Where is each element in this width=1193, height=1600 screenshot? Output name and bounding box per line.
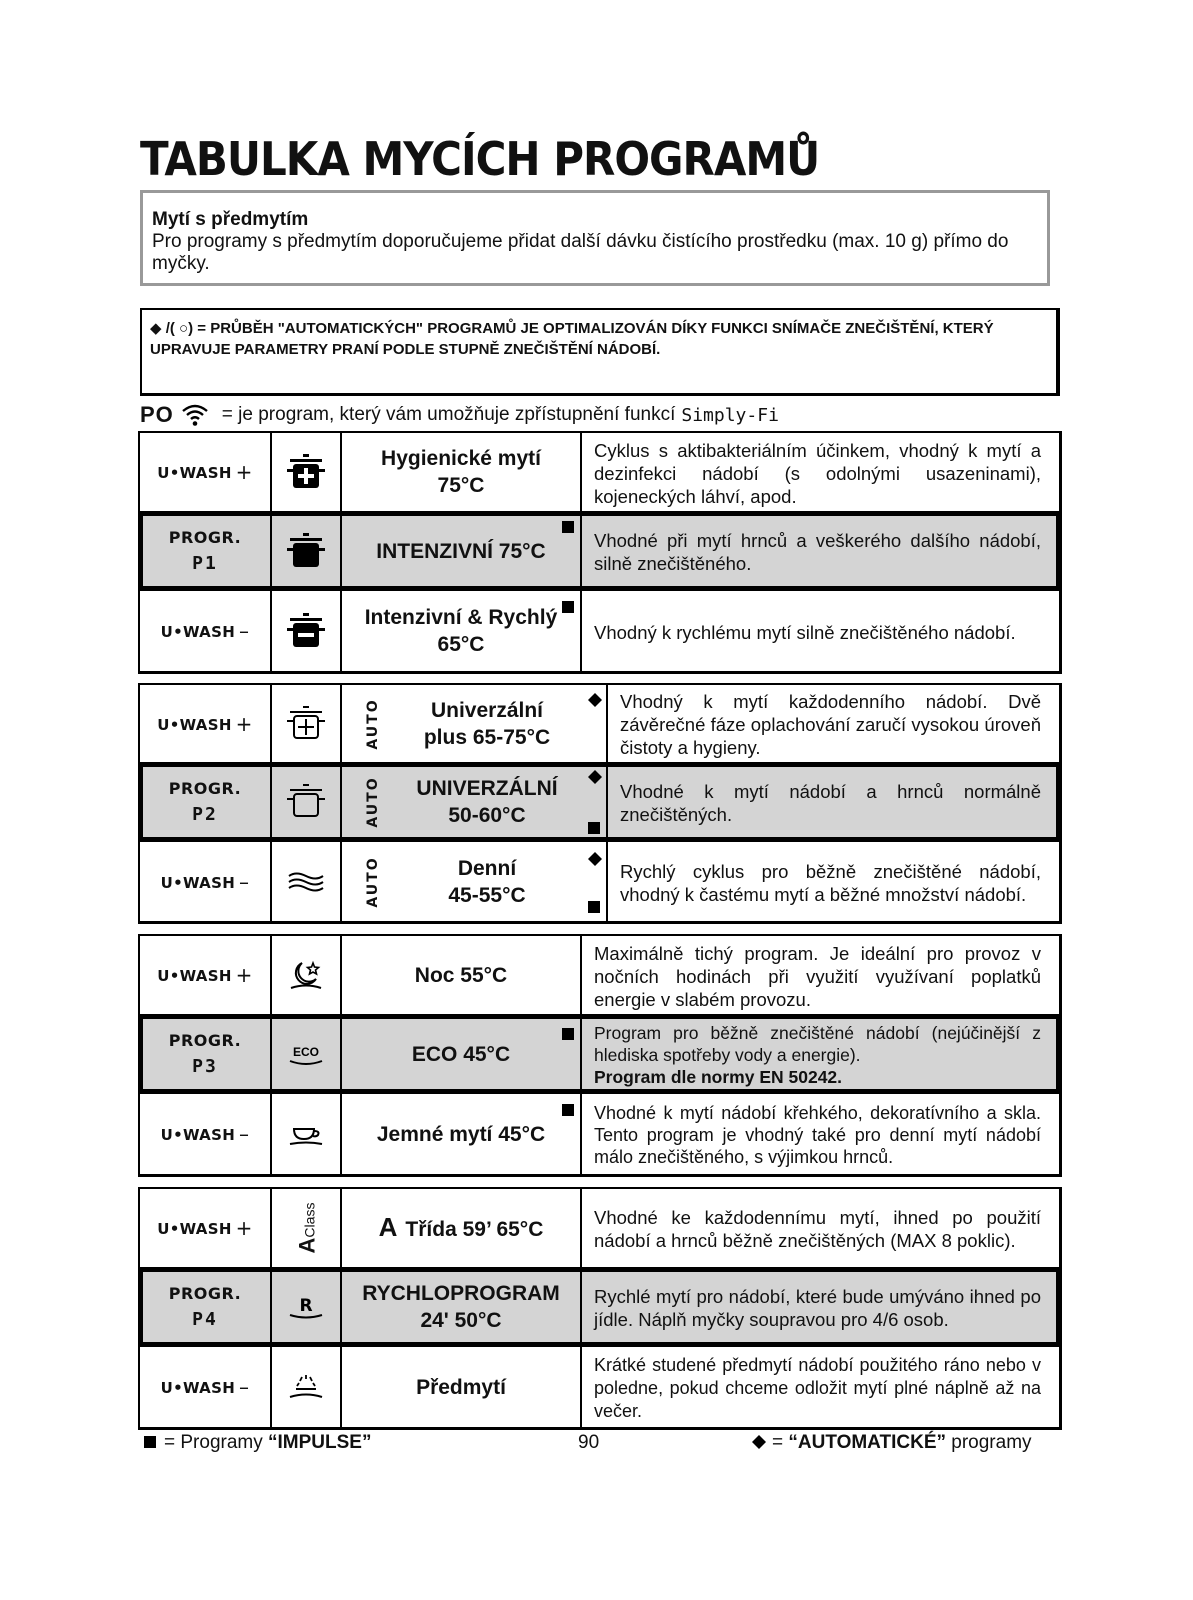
program-name-cell <box>342 1269 582 1345</box>
program-name-cell <box>342 513 582 589</box>
uwash-label: U•WASH + <box>157 711 253 736</box>
icon-cell <box>272 1189 342 1267</box>
progr-label: PROGR. P4 <box>169 1281 241 1333</box>
program-group-3 <box>138 934 1062 1177</box>
program-group-4 <box>138 1187 1062 1430</box>
program-number: P4 <box>192 1309 218 1330</box>
auto-note <box>140 308 1060 396</box>
program-name-cell <box>342 936 582 1014</box>
option-cell <box>140 842 272 921</box>
icon-cell <box>272 685 342 762</box>
program-description: Vhodný k mytí každodenního nádobí. Dvě závěrečné fáze oplachování zaručí vysokou úroveň čistoty a hygieny. <box>620 691 1041 758</box>
auto-diamond-icon <box>588 770 602 784</box>
pot-outline-icon <box>286 782 326 822</box>
program-description: Cyklus s aktibakteriálním účinkem, vhodný k mytí a dezinfekci nádobí (s odolnými usazeninami), kojeneckých láhví, apod. <box>594 439 1041 507</box>
program-number: P2 <box>192 804 218 825</box>
program-description: Vhodný k rychlému mytí silně znečištěného nádobí. <box>594 621 1016 643</box>
program-temp: plus 65-75°C <box>423 725 551 749</box>
program-temp: 50-60°C <box>448 804 526 827</box>
program-row <box>140 513 1059 591</box>
icon-cell <box>272 513 342 589</box>
program-description: Vhodné ke každodennímu mytí, ihned po použití nádobí a hrnců běžně znečištěných (MAX 8 poklic). <box>594 1207 1041 1251</box>
pot-outline-plus-icon <box>286 704 326 744</box>
option-cell <box>140 764 272 840</box>
icon-cell <box>272 433 342 511</box>
program-description: Vhodné k mytí nádobí křehkého, dekoratívního a skla. Tento program je vhodný také pro denní mytí nádobí málo znečištěného, s výjimkou hrnců. <box>594 1103 1041 1167</box>
program-group-2 <box>138 683 1062 924</box>
program-temp: 75°C <box>437 474 485 497</box>
program-description: Krátké studené předmytí nádobí použitého ráno nebo v poledne, pokud chceme odložit mytí plné náplně až na večer. <box>594 1354 1041 1421</box>
pot-icon <box>286 531 326 571</box>
rapid-icon <box>286 1287 326 1327</box>
uwash-label: U•WASH + <box>157 460 253 484</box>
program-number: P3 <box>192 1056 218 1077</box>
program-description: Rychlé mytí pro nádobí, které bude umýváno ihned po jídle. Náplň myčky soupravou pro 4/6 osob. <box>594 1286 1041 1330</box>
option-cell <box>140 1189 272 1267</box>
program-row <box>140 764 1059 842</box>
program-description: Rychlý cyklus pro běžně znečištěné nádobí, vhodný k častému mytí a běžné množství nádobí. <box>620 860 1041 905</box>
program-row <box>140 1189 1059 1269</box>
uwash-label: U•WASH – <box>160 1375 250 1399</box>
svg-text:R: R <box>299 1296 313 1316</box>
po-text: = je program, který vám umožňuje zpřístupnění funkcí <box>221 404 676 425</box>
icon-cell <box>272 1016 342 1092</box>
program-number: P1 <box>192 553 218 574</box>
program-temp: 45-55°C <box>448 883 526 907</box>
program-row <box>140 936 1059 1016</box>
auto-note-symbol: ◆ /( ○) <box>150 320 194 337</box>
program-name-cell <box>342 1347 582 1427</box>
prewash-icon <box>286 1367 326 1407</box>
a-class-icon: AClass <box>294 1202 320 1254</box>
pot-plus-icon <box>286 452 326 492</box>
program-name-cell <box>342 685 608 762</box>
waves-icon <box>286 862 326 902</box>
program-row <box>140 1094 1059 1174</box>
program-group-1 <box>138 431 1062 674</box>
icon-cell <box>272 842 342 921</box>
moon-star-icon <box>286 955 326 995</box>
uwash-label: U•WASH – <box>160 619 250 643</box>
program-norm: Program dle normy EN 50242. <box>594 1067 843 1087</box>
program-row <box>140 1269 1059 1347</box>
impulse-square-icon <box>562 1028 574 1040</box>
icon-cell <box>272 1269 342 1345</box>
program-description: Vhodné při mytí hrnců a veškerého dalšího nádobí, silně znečištěného. <box>594 530 1041 574</box>
program-name: Jemné mytí 45°C <box>376 1122 546 1146</box>
page-number: 90 <box>578 1432 600 1453</box>
icon-cell <box>272 764 342 840</box>
uwash-label: U•WASH – <box>160 869 250 894</box>
program-row <box>140 842 1059 921</box>
prewash-note <box>140 190 1050 286</box>
program-name: Denní <box>457 856 517 880</box>
auto-diamond-icon <box>752 1435 766 1449</box>
program-name: UNIVERZÁLNÍ <box>416 777 558 800</box>
program-row <box>140 591 1059 671</box>
program-row <box>140 433 1059 513</box>
progr-label: PROGR. P1 <box>169 525 241 577</box>
auto-label: AUTO <box>365 697 382 750</box>
program-name-cell <box>342 764 608 840</box>
prewash-note-heading: Mytí s předmytím <box>152 209 309 230</box>
impulse-square-icon <box>588 822 600 834</box>
program-name: Intenzivní & Rychlý <box>364 606 558 629</box>
svg-text:ECO: ECO <box>292 1045 320 1059</box>
program-temp: 65°C <box>437 633 485 656</box>
auto-note-text: = PRŮBĚH "AUTOMATICKÝCH" PROGRAMŮ JE OPTIMALIZOVÁN DÍKY FUNKCI SNÍMAČE ZNEČIŠTĚNÍ, KTERÝ UPRAVUJE PARAMETRY PRANÍ PODLE STUPNĚ ZNEČIŠTĚNÍ NÁDOBÍ. <box>150 320 994 358</box>
program-name-cell <box>342 591 582 671</box>
icon-cell <box>272 591 342 671</box>
program-row <box>140 1016 1059 1094</box>
program-name-cell <box>342 433 582 511</box>
program-row <box>140 1347 1059 1427</box>
po-line <box>140 402 779 428</box>
progr-label: PROGR. P2 <box>169 776 241 828</box>
option-cell <box>140 936 272 1014</box>
program-name: Noc 55°C <box>414 963 508 987</box>
page-title: TABULKA MYCÍCH PROGRAMŮ <box>140 132 820 186</box>
program-name: Univerzální <box>430 698 544 722</box>
simply-fi-brand: Simply-Fi <box>681 404 779 426</box>
option-cell <box>140 1347 272 1427</box>
program-description: Program pro běžně znečištěné nádobí (nejúčinější z hlediska spotřeby vody a energie). Program dle normy EN 50242. <box>594 1023 1041 1087</box>
impulse-square-icon <box>562 601 574 613</box>
program-name: RYCHLOPROGRAM <box>362 1282 560 1305</box>
auto-diamond-icon <box>588 852 602 866</box>
program-name-cell <box>342 1189 582 1267</box>
option-cell <box>140 433 272 511</box>
auto-label: AUTO <box>365 776 382 828</box>
impulse-square-icon <box>588 901 600 913</box>
impulse-square-icon <box>144 1436 156 1448</box>
icon-cell <box>272 1347 342 1427</box>
cup-icon <box>286 1114 326 1154</box>
auto-label: AUTO <box>365 855 382 908</box>
option-cell <box>140 1094 272 1174</box>
program-name: Hygienické mytí <box>381 447 541 470</box>
a-class-letter: A <box>378 1211 398 1242</box>
uwash-label: U•WASH + <box>157 963 253 987</box>
wifi-icon <box>180 402 210 428</box>
uwash-label: U•WASH + <box>157 1216 253 1240</box>
program-name: INTENZIVNÍ 75°C <box>376 539 546 563</box>
eco-icon <box>284 1034 328 1074</box>
icon-cell <box>272 1094 342 1174</box>
progr-label: PROGR. P3 <box>169 1028 241 1080</box>
option-cell <box>140 1016 272 1092</box>
auto-diamond-icon <box>588 693 602 707</box>
program-name-cell <box>342 1094 582 1174</box>
program-name: Předmytí <box>416 1375 506 1399</box>
program-name-cell <box>342 1016 582 1092</box>
icon-cell <box>272 936 342 1014</box>
impulse-square-icon <box>562 521 574 533</box>
option-cell <box>140 1269 272 1345</box>
program-name: Třída 59’ 65°C <box>405 1217 544 1241</box>
pot-minus-icon <box>286 611 326 651</box>
program-row <box>140 685 1059 764</box>
auto-legend: = “AUTOMATICKÉ” programy <box>752 1432 1032 1454</box>
program-description: Vhodné k mytí nádobí a hrnců normálně znečištěných. <box>620 781 1041 825</box>
po-code: PO <box>140 402 174 427</box>
impulse-square-icon <box>562 1104 574 1116</box>
option-cell <box>140 513 272 589</box>
program-description: Maximálně tichý program. Je ideální pro provoz v nočních hodinách při využití využívaní poplatků energie v slabém provozu. <box>594 942 1041 1010</box>
uwash-label: U•WASH – <box>160 1122 250 1146</box>
program-temp: 24' 50°C <box>420 1309 502 1332</box>
program-name: ECO 45°C <box>411 1042 511 1066</box>
option-cell <box>140 685 272 762</box>
prewash-note-text: Pro programy s předmytím doporučujeme přidat další dávku čistícího prostředku (max. 10 g) přímo do myčky. <box>152 231 1009 274</box>
option-cell <box>140 591 272 671</box>
impulse-legend: = Programy “IMPULSE” <box>144 1432 371 1454</box>
program-name-cell <box>342 842 608 921</box>
